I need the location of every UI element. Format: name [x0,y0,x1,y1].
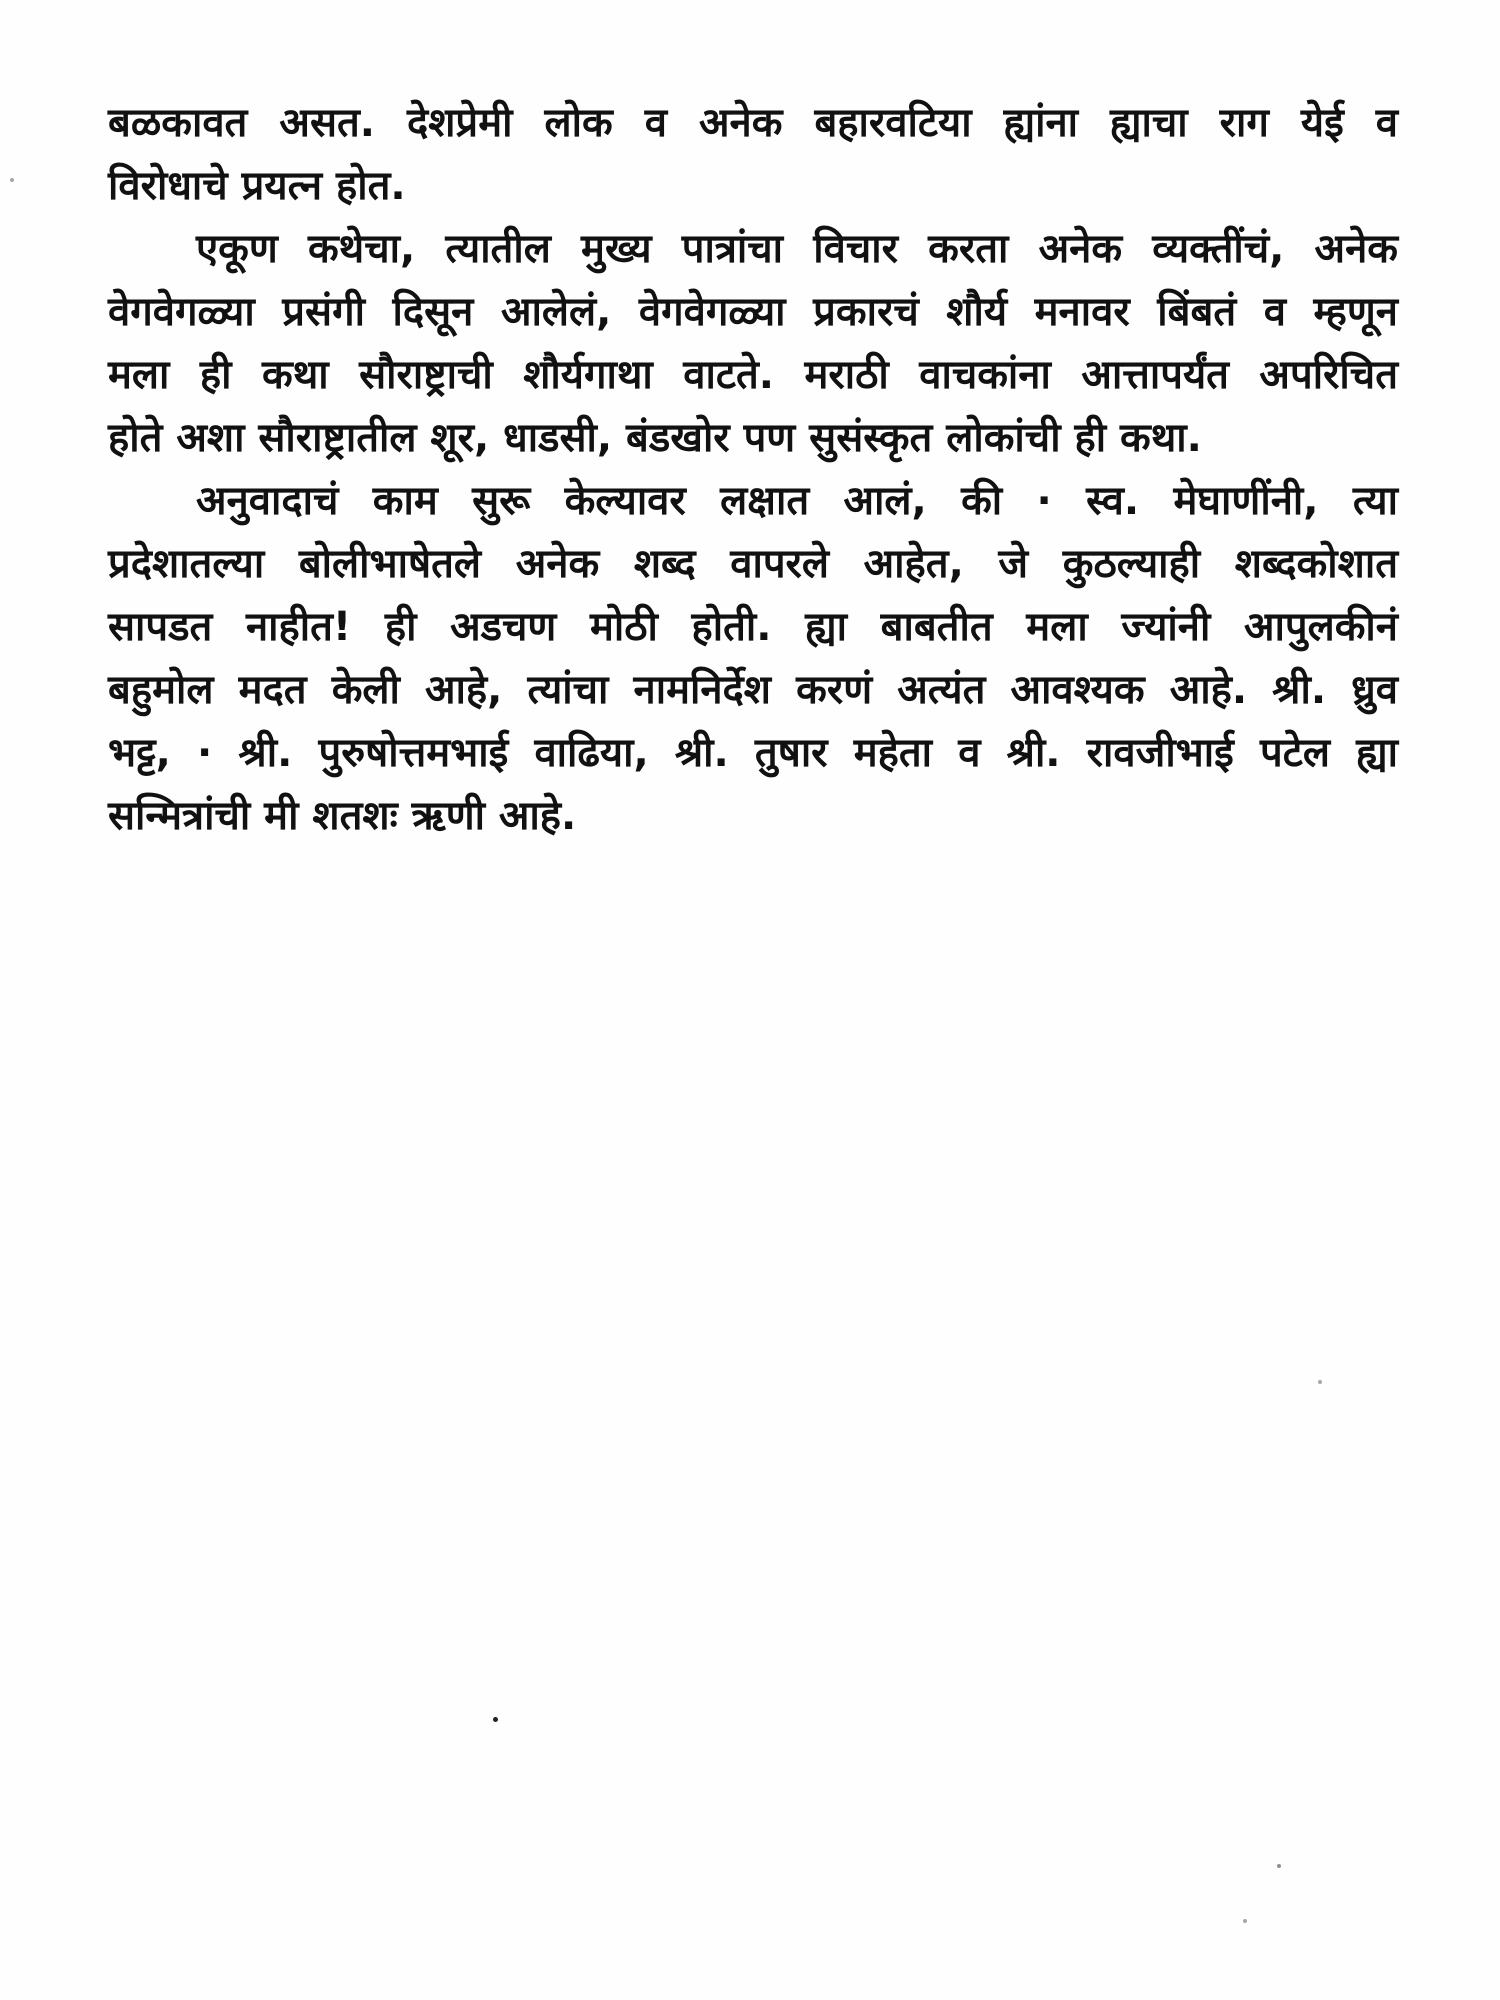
text-line: सन्मित्रांची मी शतशः ऋणी आहे. [108,793,577,839]
text-line: बळकावत असत. देशप्रेमी लोक व अनेक बहारवटिया ह्यांना ह्याचा राग येई व [108,100,1398,146]
text-line: प्रदेशातल्या बोलीभाषेतले अनेक शब्द वापरले आहेत, जे कुठल्याही शब्दकोशात [108,541,1398,587]
text-line: भट्ट, · श्री. पुरुषोत्तमभाई वाढिया, श्री. तुषार महेता व श्री. रावजीभाई पटेल ह्या [108,730,1398,776]
text-line: सापडत नाहीत! ही अडचण मोठी होती. ह्या बाबतीत मला ज्यांनी आपुलकीनं [108,604,1398,650]
text-line: मला ही कथा सौराष्ट्राची शौर्यगाथा वाटते. मराठी वाचकांना आत्तापर्यंत अपरिचित [108,352,1398,398]
text-line: होते अशा सौराष्ट्रातील शूर, धाडसी, बंडखोर पण सुसंस्कृत लोकांची ही कथा. [108,415,1202,461]
text-line: बहुमोल मदत केली आहे, त्यांचा नामनिर्देश करणं अत्यंत आवश्यक आहे. श्री. ध्रुव [108,667,1398,713]
scan-speck [1243,1919,1247,1923]
text-line: अनुवादाचं काम सुरू केल्यावर लक्षात आलं, की · स्व. मेघाणींनी, त्या [196,478,1398,524]
text-line: विरोधाचे प्रयत्न होत. [108,163,406,209]
scan-speck [10,178,14,182]
scan-speck [1318,1380,1322,1384]
scan-speck [1277,1864,1281,1868]
text-line: वेगवेगळ्या प्रसंगी दिसून आलेलं, वेगवेगळ्या प्रकारचं शौर्य मनावर बिंबतं व म्हणून [108,289,1398,335]
body-text [108,92,1398,848]
scan-speck [493,1717,498,1722]
text-line: एकूण कथेचा, त्यातील मुख्य पात्रांचा विचार करता अनेक व्यक्तींचं, अनेक [196,226,1398,272]
